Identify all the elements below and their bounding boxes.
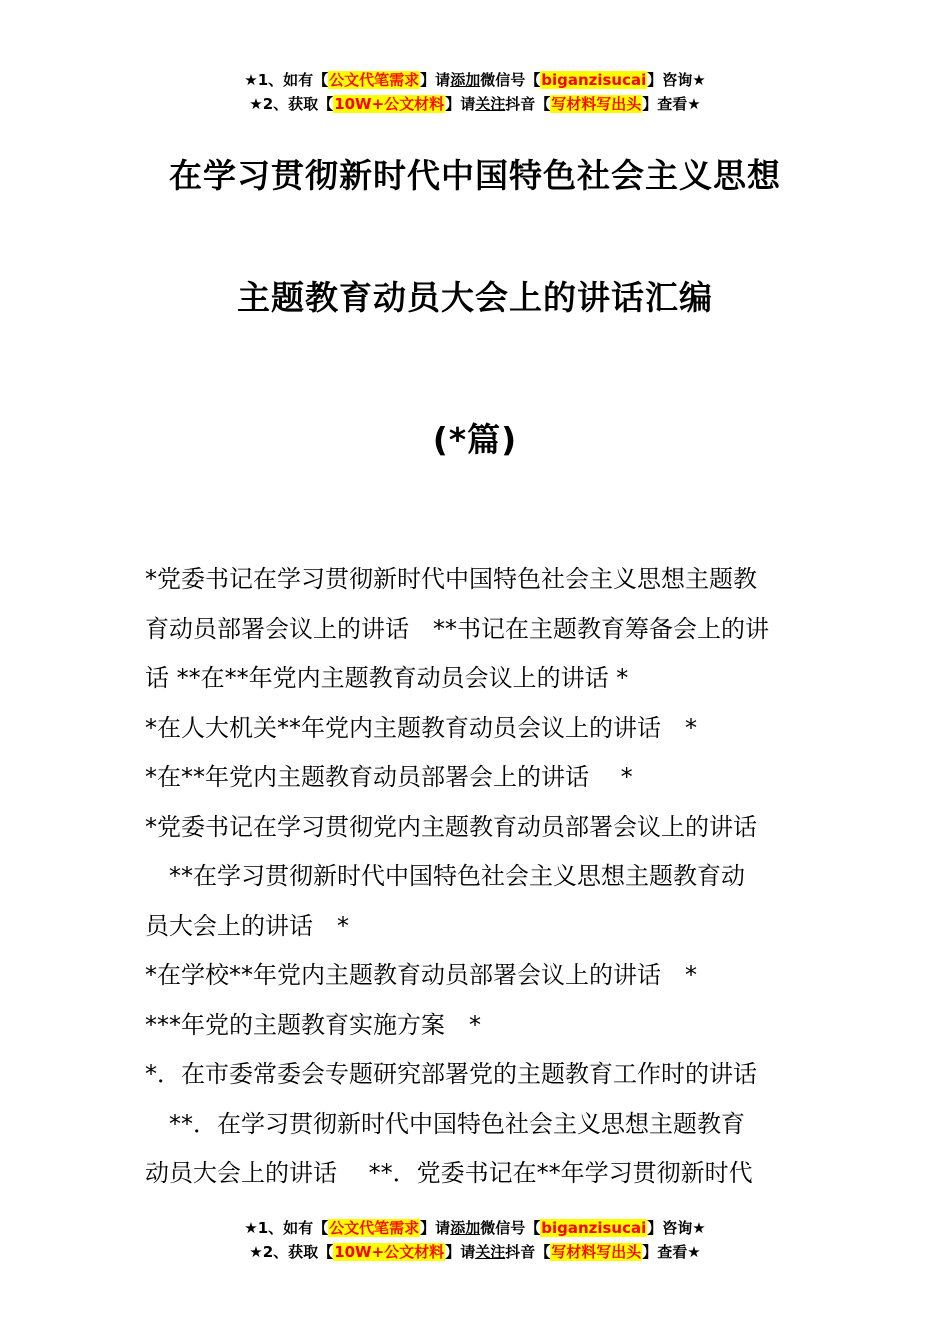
document-title-count: (*篇) [432, 420, 518, 459]
contents-line: **在学习贯彻新时代中国特色社会主义思想主题教育动 [145, 862, 745, 890]
highlight-text: biganzisucai [541, 1219, 647, 1237]
notice-text: 】请 [420, 71, 451, 89]
notice-line-2 [0, 92, 950, 116]
notice-text: 】查看★ [642, 1243, 701, 1261]
notice-text: 】请 [420, 1219, 451, 1237]
contents-line: *党委书记在学习贯彻新时代中国特色社会主义思想主题教 [145, 565, 757, 593]
contents-line: *在学校**年党内主题教育动员部署会议上的讲话 * [145, 961, 697, 989]
highlight-text: 10W+公文材料 [334, 95, 445, 113]
highlight-text: 公文代笔需求 [329, 71, 420, 89]
notice-text: 抖音【 [505, 95, 551, 113]
document-title-line-2: 主题教育动员大会上的讲话汇编 [237, 278, 713, 317]
notice-text: 】咨询★ [647, 71, 706, 89]
underlined-text: 关注 [475, 95, 506, 113]
contents-line: 育动员部署会议上的讲话 **书记在主题教育筹备会上的讲 [145, 614, 769, 643]
notice-text: 】请 [445, 95, 476, 113]
contents-line: *．在市委常委会专题研究部署党的主题教育工作时的讲话 [145, 1060, 757, 1088]
notice-text: 微信号【 [480, 1219, 541, 1237]
notice-text: ★1、如有【 [244, 71, 329, 89]
notice-text: ★1、如有【 [244, 1219, 329, 1237]
notice-text: 抖音【 [505, 1243, 551, 1261]
highlight-text: 写材料写出头 [551, 95, 642, 113]
header-notice [0, 68, 950, 116]
notice-line-1 [0, 68, 950, 92]
contents-line: ***年党的主题教育实施方案 * [145, 1010, 481, 1039]
contents-line: **．在学习贯彻新时代中国特色社会主义思想主题教育 [145, 1109, 745, 1138]
document-title-line-1: 在学习贯彻新时代中国特色社会主义思想 [169, 156, 781, 195]
underlined-text: 添加 [450, 71, 481, 89]
notice-text: 】查看★ [642, 95, 701, 113]
contents-line: 动员大会上的讲话 **．党委书记在**年学习贯彻新时代 [145, 1159, 753, 1187]
underlined-text: 关注 [475, 1243, 506, 1261]
notice-text: ★2、获取【 [249, 1243, 334, 1261]
notice-text: 】咨询★ [647, 1219, 706, 1237]
contents-line: *党委书记在学习贯彻党内主题教育动员部署会议上的讲话 [145, 812, 757, 841]
notice-text: 】请 [445, 1243, 476, 1261]
contents-line: 话 **在**年党内主题教育动员会议上的讲话 * [145, 664, 629, 692]
footer-notice [0, 1216, 950, 1264]
notice-text: 微信号【 [480, 71, 541, 89]
notice-line-2 [0, 1240, 950, 1264]
contents-line: 员大会上的讲话 * [145, 911, 349, 940]
highlight-text: biganzisucai [541, 71, 647, 89]
contents-line: *在人大机关**年党内主题教育动员会议上的讲话 * [145, 713, 697, 742]
contents-list [145, 555, 815, 1199]
contents-line: *在**年党内主题教育动员部署会上的讲话 * [145, 763, 633, 791]
underlined-text: 添加 [450, 1219, 481, 1237]
highlight-text: 写材料写出头 [551, 1243, 642, 1261]
highlight-text: 10W+公文材料 [334, 1243, 445, 1261]
notice-line-1 [0, 1216, 950, 1240]
notice-text: ★2、获取【 [249, 95, 334, 113]
highlight-text: 公文代笔需求 [329, 1219, 420, 1237]
